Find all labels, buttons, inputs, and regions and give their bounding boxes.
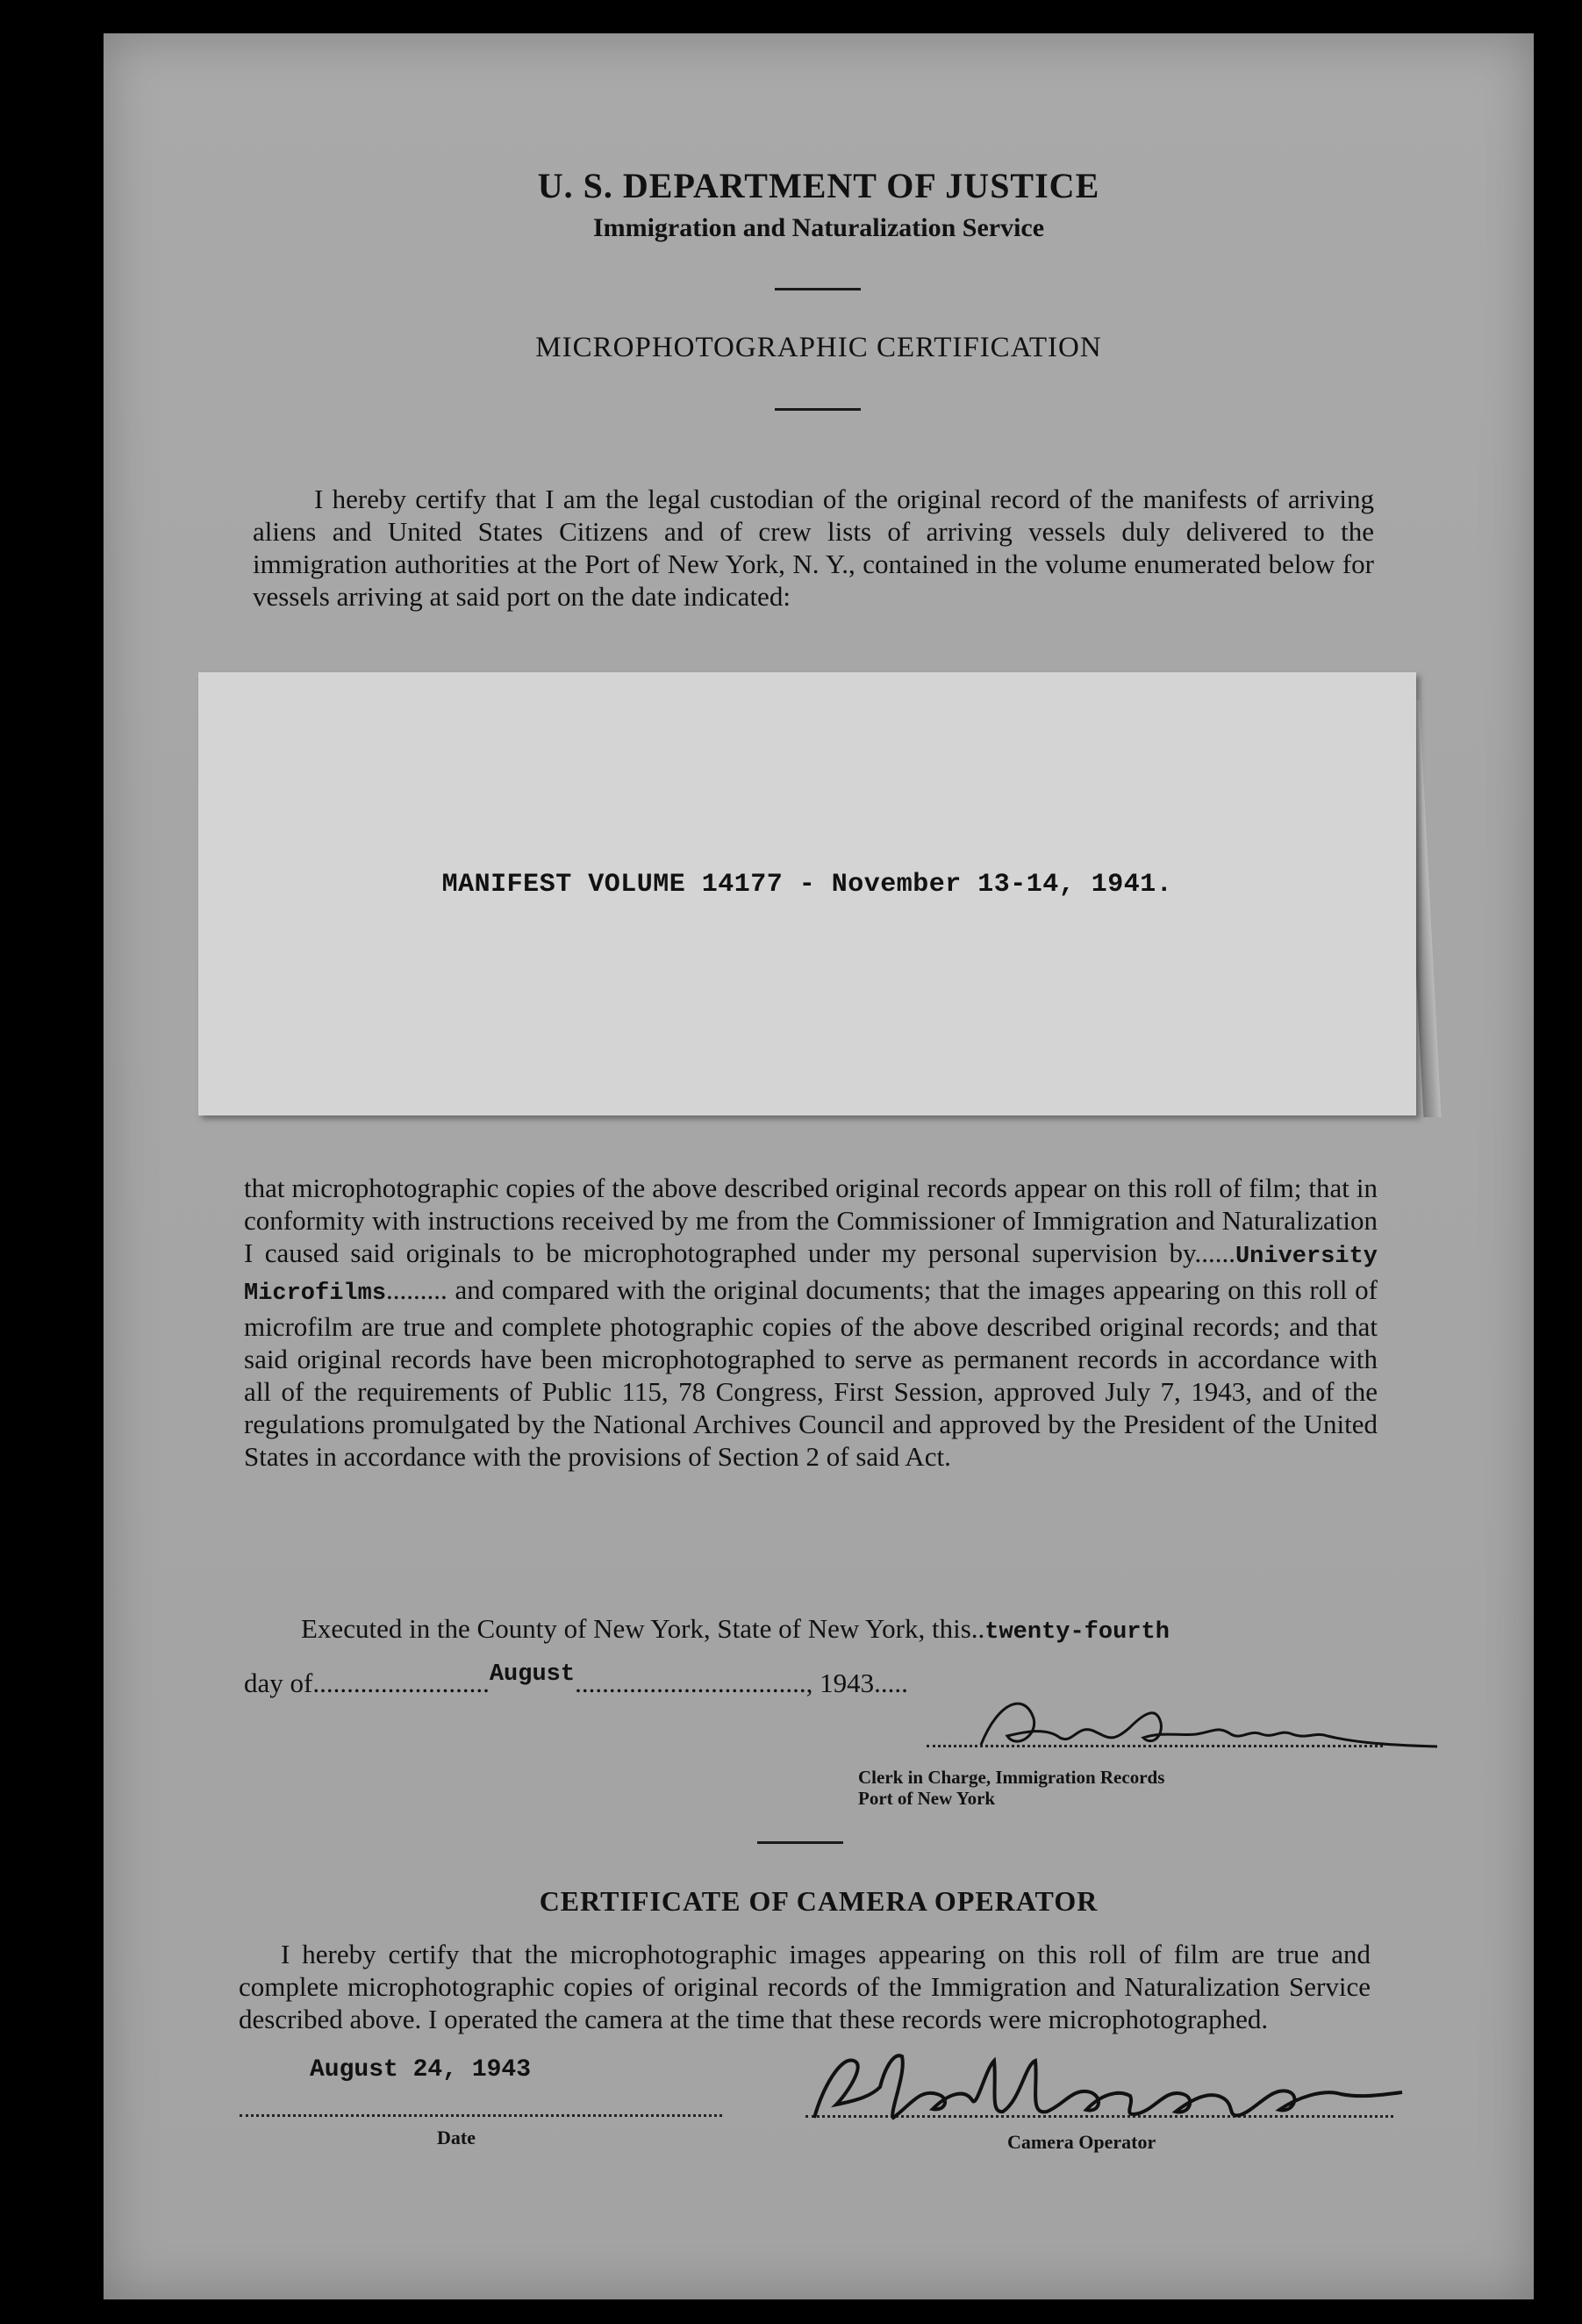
clerk-title-line1: Clerk in Charge, Immigration Records — [858, 1767, 1165, 1788]
fill-dots: .......................... — [312, 1668, 490, 1698]
operator-signature — [797, 2034, 1411, 2140]
day-of-label: day of — [244, 1668, 313, 1698]
execution-year: , 1943 — [805, 1668, 875, 1698]
manifest-volume-line: MANIFEST VOLUME 14177 - November 13-14, 1941. — [441, 870, 1173, 900]
divider — [757, 1841, 843, 1844]
body-text-part1: that microphotographic copies of the above described original records appear on this roll of film; that in conformity with instructions received by me from the Commissioner of Immigration and Naturalization I caused said originals to be microphotographed under my personal supervision by — [244, 1173, 1378, 1268]
camera-text: I hereby certify that the microphotographic images appearing on this roll of film are true and complete microphotographic copies of original records of the Immigration and Naturalization Service described above. I operated the camera at the time that these records were microphotographed. — [239, 1939, 1371, 2034]
fill-dots: .. — [970, 1613, 985, 1644]
intro-text: I hereby certify that I am the legal custodian of the original record of the manifests of arriving aliens and United States Citizens and of crew lists of arriving vessels duly delivered to the immigration authorities at the Port of New York, N. Y., contained in the volume enumerated below for vessels arriving at said port on the date indicated: — [253, 484, 1374, 612]
divider — [775, 288, 861, 290]
day-of-line — [244, 1661, 908, 1700]
intro-paragraph — [253, 483, 1374, 613]
certificate-page — [104, 33, 1534, 2299]
body-text-part2: and compared with the original documents; that the images appearing on this roll of microfilm are true and complete photographic copies of the above described original records; and that said original records have been microphotographed to serve as permanent records in accordance with all of the requirements of Public 115, 78 Congress, First Session, approved July 7, 1943, and of the regulations promulgated by the National Archives Council and approved by the President of the United States in accordance with the provisions of Section 2 of said Act. — [244, 1274, 1378, 1472]
execution-month: August — [489, 1661, 576, 1688]
clerk-title — [858, 1767, 1164, 1809]
department-title: U. S. DEPARTMENT OF JUSTICE — [537, 166, 1100, 205]
supervisor-field: University Microfilms — [244, 1244, 1378, 1307]
date-line — [240, 2083, 722, 2117]
execution-prefix: Executed in the County of New York, State of New York, this — [301, 1613, 971, 1644]
fill-dots: ......... — [386, 1274, 447, 1305]
fill-dots: .................................. — [575, 1668, 806, 1698]
service-subtitle: Immigration and Naturalization Service — [592, 213, 1045, 242]
divider — [775, 408, 861, 411]
camera-certificate-title: CERTIFICATE OF CAMERA OPERATOR — [539, 1885, 1099, 1917]
volume-slip — [198, 672, 1416, 1115]
fill-dots: ..... — [874, 1668, 908, 1698]
clerk-signature — [963, 1683, 1455, 1762]
camera-paragraph — [239, 1938, 1371, 2035]
fill-dots: ...... — [1194, 1237, 1235, 1268]
clerk-title-line2: Port of New York — [858, 1788, 996, 1809]
execution-line — [301, 1613, 1380, 1646]
date-label: Date — [437, 2127, 476, 2148]
certification-title: MICROPHOTOGRAPHIC CERTIFICATION — [535, 332, 1102, 363]
camera-operator-label: Camera Operator — [1007, 2131, 1156, 2153]
date-value: August 24, 1943 — [310, 2056, 532, 2084]
execution-day: twenty-fourth — [984, 1619, 1170, 1646]
body-paragraph — [244, 1172, 1378, 1473]
